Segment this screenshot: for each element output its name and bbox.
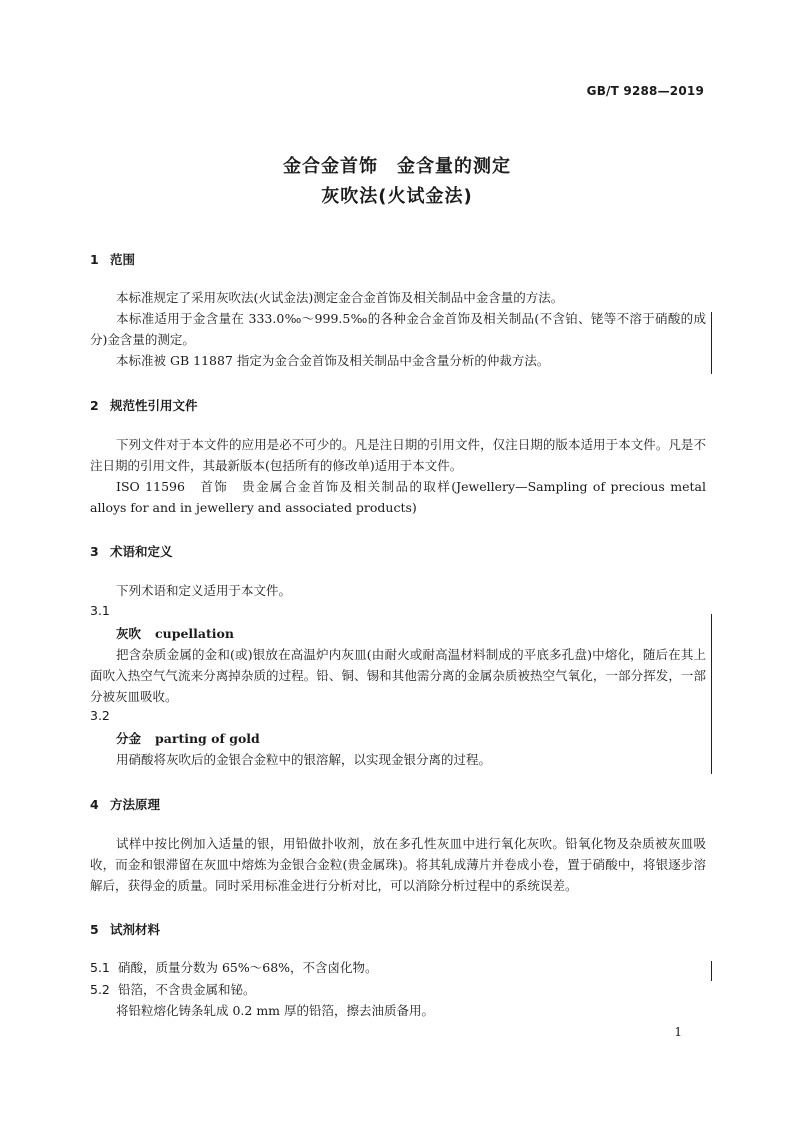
paragraph: 本标准规定了采用灰吹法(火试金法)测定金合金首饰及相关制品中金含量的方法。 [116, 290, 564, 305]
section-title: 规范性引用文件 [110, 398, 198, 413]
document-title-line-1: 金合金首饰 金含量的测定 [283, 156, 511, 177]
section-heading-scope [90, 250, 135, 268]
revision-change-bar [711, 961, 712, 981]
paragraph: 下列文件对于本文件的应用是必不可少的。凡是注日期的引用文件，仅注日期的版本适用于本文件。凡是不注日期的引用文件，其最新版本(包括所有的修改单)适用于本文件。 [90, 437, 706, 473]
item-number: 5.2 [90, 982, 110, 997]
section-title: 方法原理 [110, 797, 161, 812]
item-text: 铅箔，不含贵金属和铋。 [118, 982, 256, 997]
section-number: 3 [90, 544, 99, 559]
term-name [116, 729, 260, 747]
paragraph: 本标准适用于金含量在 333.0‰～999.5‰的各种金合金首饰及相关制品(不含铂、铑等不溶于硝酸的成分)金含量的测定。 [90, 311, 706, 347]
term-definition: 把含杂质金属的金和(或)银放在高温炉内灰皿(由耐火或耐高温材料制成的平底多孔盘)中熔化，随后在其上面吹入热空气气流来分离掉杂质的过程。铅、铜、锡和其他需分离的金属杂质被热空气氧化，一部分挥发，一部分被灰皿吸收。 [90, 647, 706, 704]
section-heading-normative-references [90, 396, 198, 414]
standard-code: GB/T 9288—2019 [586, 84, 704, 98]
paragraph: 将铅粒熔化铸条轧成 0.2 mm 厚的铅箔，擦去油质备用。 [116, 1003, 435, 1018]
paragraph: ISO 11596 首饰 贵金属合金首饰及相关制品的取样(Jewellery—Sampling of precious metal alloys for and in jewellery and associated products) [90, 479, 706, 515]
paragraph: 本标准被 GB 11887 指定为金合金首饰及相关制品中金含量分析的仲裁方法。 [116, 353, 550, 368]
section-number: 2 [90, 398, 99, 413]
section-heading-reagents [90, 920, 160, 938]
term-name-zh: 分金 [116, 731, 142, 746]
reagent-item [90, 980, 256, 998]
reagent-item [90, 958, 378, 976]
section-number: 5 [90, 922, 99, 937]
section-number: 4 [90, 797, 99, 812]
section-heading-principle [90, 795, 160, 813]
document-title-line-2: 灰吹法(火试金法) [321, 186, 473, 207]
term-name-en: parting of gold [155, 731, 260, 746]
item-number: 5.1 [90, 960, 110, 975]
section-title: 试剂材料 [110, 922, 161, 937]
revision-change-bar [711, 312, 712, 374]
section-number: 1 [90, 252, 99, 267]
term-name-en: cupellation [155, 626, 234, 641]
section-title: 术语和定义 [110, 544, 173, 559]
term-name [116, 624, 234, 642]
paragraph: 下列术语和定义适用于本文件。 [116, 583, 292, 598]
revision-change-bar [711, 614, 712, 774]
item-text: 硝酸，质量分数为 65%～68%，不含卤化物。 [118, 960, 378, 975]
section-heading-terms-definitions [90, 542, 173, 560]
term-definition: 用硝酸将灰吹后的金银合金粒中的银溶解，以实现金银分离的过程。 [116, 752, 492, 767]
page-number: 1 [674, 1025, 682, 1039]
term-number: 3.2 [90, 708, 110, 723]
section-title: 范围 [110, 252, 136, 267]
term-number: 3.1 [90, 603, 110, 618]
term-name-zh: 灰吹 [116, 626, 142, 641]
paragraph: 试样中按比例加入适量的银，用铅做扑收剂，放在多孔性灰皿中进行氧化灰吹。铅氧化物及杂质被灰皿吸收，而金和银滞留在灰皿中熔炼为金银合金粒(贵金属珠)。将其轧成薄片并卷成小卷，置于硝酸中，将银逐步溶解后，获得金的质量。同时采用标准金进行分析对比，可以消除分析过程中的系统误差。 [90, 836, 706, 893]
